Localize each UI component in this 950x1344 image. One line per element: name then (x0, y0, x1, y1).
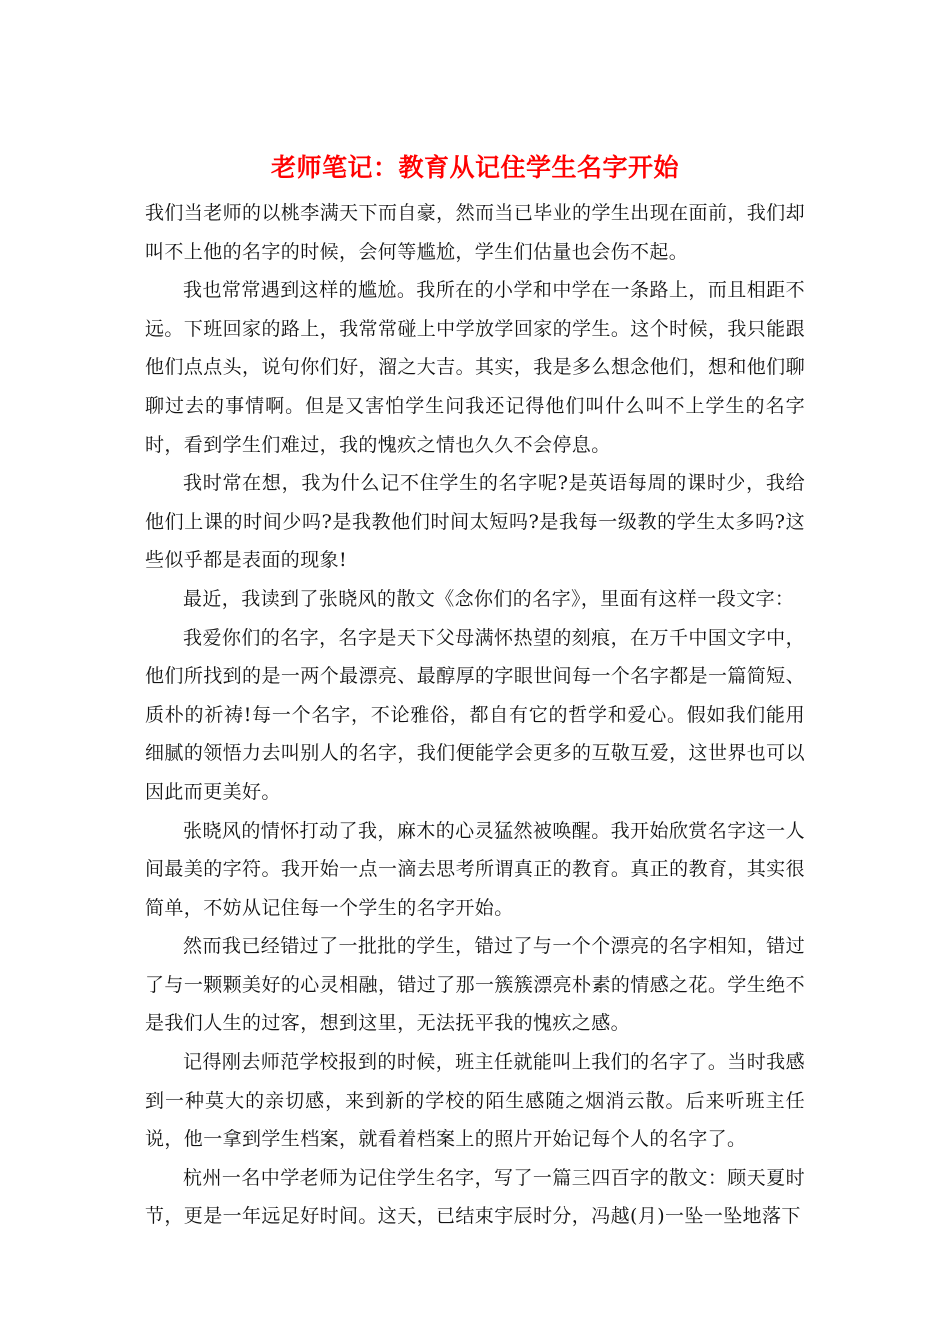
paragraph-9: 杭州一名中学老师为记住学生名字，写了一篇三四百字的散文：顾天夏时节，更是一年远足好时间。这天，已结束宇辰时分，冯越(月)一坠一坠地落下 (145, 1166, 805, 1228)
paragraph-4: 最近，我读到了张晓风的散文《念你们的名字》，里面有这样一段文字： (183, 587, 795, 610)
paragraph-6: 张晓风的情怀打动了我，麻木的心灵猛然被唤醒。我开始欣赏名字这一人间最美的字符。我开始一点一滴去思考所谓真正的教育。真正的教育，其实很简单，不妨从记住每一个学生的名字开始。 (145, 819, 805, 919)
document-body (145, 194, 805, 1236)
document-title: 老师笔记：教育从记住学生名字开始 (270, 153, 679, 182)
paragraph-8: 记得刚去师范学校报到的时候，班主任就能叫上我们的名字了。当时我感到一种莫大的亲切感，来到新的学校的陌生感随之烟消云散。后来听班主任说，他一拿到学生档案，就看着档案上的照片开始记每个人的名字了。 (145, 1051, 805, 1151)
paragraph-7: 然而我已经错过了一批批的学生，错过了与一个个漂亮的名字相知，错过了与一颗颗美好的心灵相融，错过了那一簇簇漂亮朴素的情感之花。学生绝不是我们人生的过客，想到这里，无法抚平我的愧疚之感。 (145, 935, 805, 1035)
paragraph-3: 我时常在想，我为什么记不住学生的名字呢?是英语每周的课时少，我给他们上课的时间少吗?是我教他们时间太短吗?是我每一级教的学生太多吗?这些似乎都是表面的现象! (145, 472, 805, 572)
paragraph-5-quote: 我爱你们的名字，名字是天下父母满怀热望的刻痕，在万千中国文字中，他们所找到的是一两个最漂亮、最醇厚的字眼世间每一个名字都是一篇简短、质朴的祈祷!每一个名字，不论雅俗，都自有它的哲学和爱心。假如我们能用细腻的领悟力去叫别人的名字，我们便能学会更多的互敬互爱，这世界也可以因此而更美好。 (145, 626, 805, 803)
paragraph-1: 我们当老师的以桃李满天下而自豪，然而当已毕业的学生出现在面前，我们却叫不上他的名字的时候，会何等尴尬，学生们估量也会伤不起。 (145, 202, 805, 263)
paragraph-2: 我也常常遇到这样的尴尬。我所在的小学和中学在一条路上，而且相距不远。下班回家的路上，我常常碰上中学放学回家的学生。这个时候，我只能跟他们点点头，说句你们好，溜之大吉。其实，我是多么想念他们，想和他们聊聊过去的事情啊。但是又害怕学生问我还记得他们叫什么叫不上学生的名字时，看到学生们难过，我的愧疚之情也久久不会停息。 (145, 279, 805, 456)
